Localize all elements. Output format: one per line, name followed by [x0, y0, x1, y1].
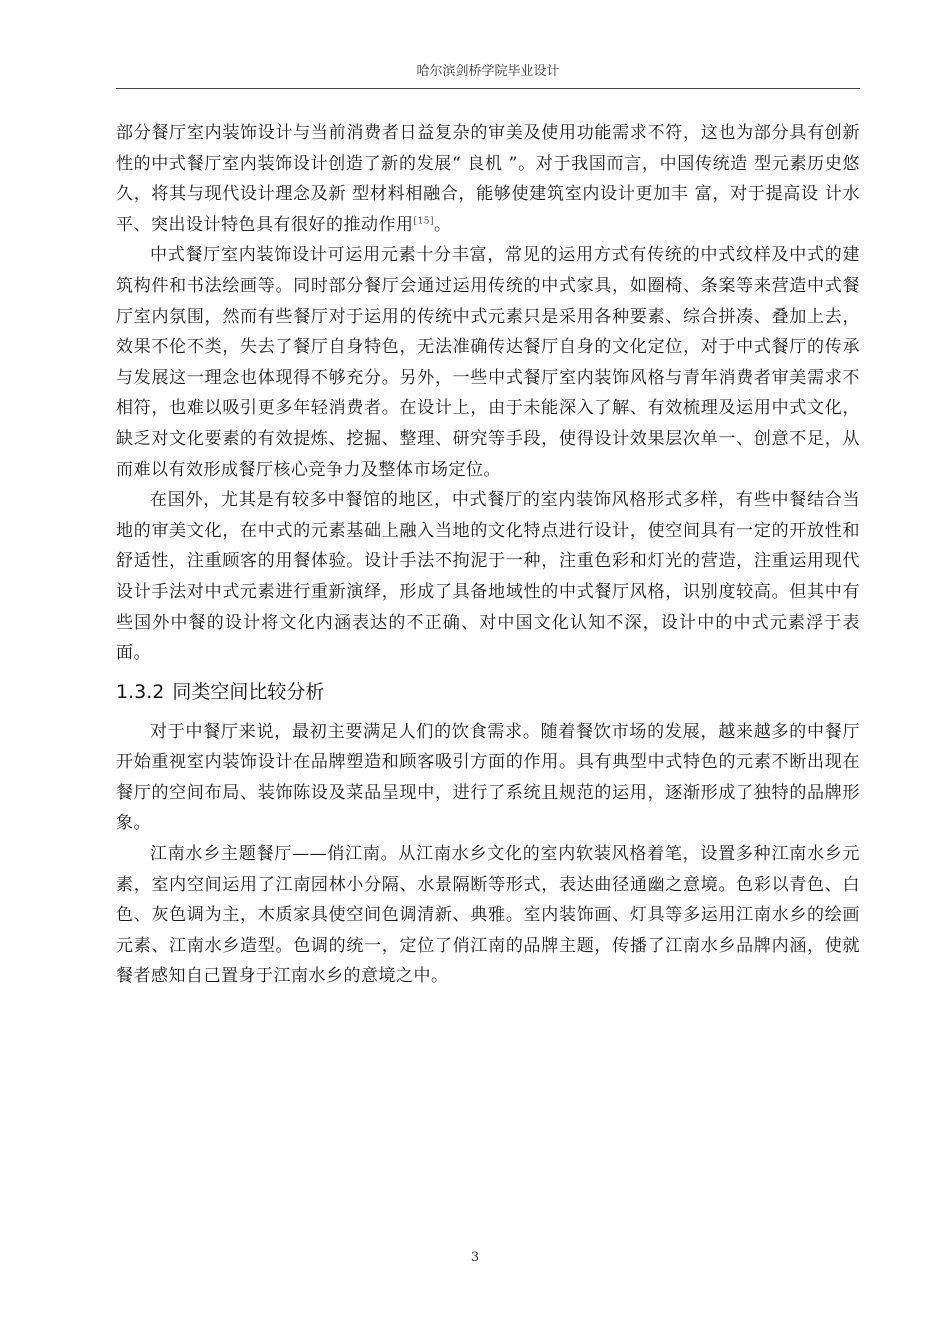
page-number: 3 [470, 1250, 480, 1265]
section-heading [116, 675, 860, 709]
paragraph-5: 江南水乡主题餐厅——俏江南。从江南水乡文化的室内软装风格着笔，设置多种江南水乡元素，室内空间运用了江南园林小分隔、水景隔断等形式，表达曲径通幽之意境。色彩以青色、白色、灰色调为主，木质家具使空间色调清新、典雅。室内装饰画、灯具等多运用江南水乡的绘画元素、江南水乡造型。色调的统一，定位了俏江南的品牌主题，传播了江南水乡品牌内涵，使就餐者感知自己置身于江南水乡的意境之中。 [116, 844, 860, 987]
paragraph-2: 中式餐厅室内装饰设计可运用元素十分丰富，常见的运用方式有传统的中式纹样及中式的建筑构件和书法绘画等。同时部分餐厅会通过运用传统的中式家具，如圈椅、条案等来营造中式餐厅室内氛围，然而有些餐厅对于运用的传统中式元素只是采用各种要素、综合拼凑、叠加上去，效果不伦不类，失去了餐厅自身特色，无法准确传达餐厅自身的文化定位，对于中式餐厅的传承与发展这一理念也体现得不够充分。另外，一些中式餐厅室内装饰风格与青年消费者审美需求不相符，也难以吸引更多年轻消费者。在设计上，由于未能深入了解、有效梳理及运用中式文化，缺乏对文化要素的有效提炼、挖掘、整理、研究等手段，使得设计效果层次单一、创意不足，从而难以有效形成餐厅核心竞争力及整体市场定位。 [116, 245, 860, 480]
paragraph-1 [116, 118, 860, 240]
paragraph-4: 对于中餐厅来说，最初主要满足人们的饮食需求。随着餐饮市场的发展，越来越多的中餐厅开始重视室内装饰设计在品牌塑造和顾客吸引方面的作用。具有典型中式特色的元素不断出现在餐厅的空间布局、装饰陈设及菜品呈现中，进行了系统且规范的运用，逐渐形成了独特的品牌形象。 [116, 721, 860, 834]
paragraph-1-tail: 。 [433, 214, 452, 235]
paragraph-1-text: 部分餐厅室内装饰设计与当前消费者日益复杂的审美及使用功能需求不符，这也为部分具有创新性的中式餐厅室内装饰设计创造了新的发展“ 良机 ”。对于我国而言，中国传统造 型元素历史悠久，将其与现代设计理念及新 型材料相融合，能够使建筑室内设计更加丰 富，对于提高设 计水平、突出设计特色具有很好的推动作用 [116, 123, 860, 235]
paragraph-3: 在国外，尤其是有较多中餐馆的地区，中式餐厅的室内装饰风格形式多样，有些中餐结合当地的审美文化，在中式的元素基础上融入当地的文化特点进行设计，使空间具有一定的开放性和舒适性，注重顾客的用餐体验。设计手法不拘泥于一种，注重色彩和灯光的营造，注重运用现代设计手法对中式元素进行重新演绎，形成了具备地域性的中式餐厅风格，识别度较高。但其中有些国外中餐的设计将文化内涵表达的不正确、对中国文化认知不深，设计中的中式元素浮于表面。 [116, 490, 860, 664]
document-body [116, 118, 860, 992]
header-divider [116, 88, 860, 89]
section-number: 1.3.2 [116, 680, 165, 703]
citation-marker: [15] [413, 216, 434, 227]
running-header: 哈尔滨剑桥学院毕业设计 [416, 64, 560, 79]
section-title: 同类空间比较分析 [172, 680, 325, 703]
